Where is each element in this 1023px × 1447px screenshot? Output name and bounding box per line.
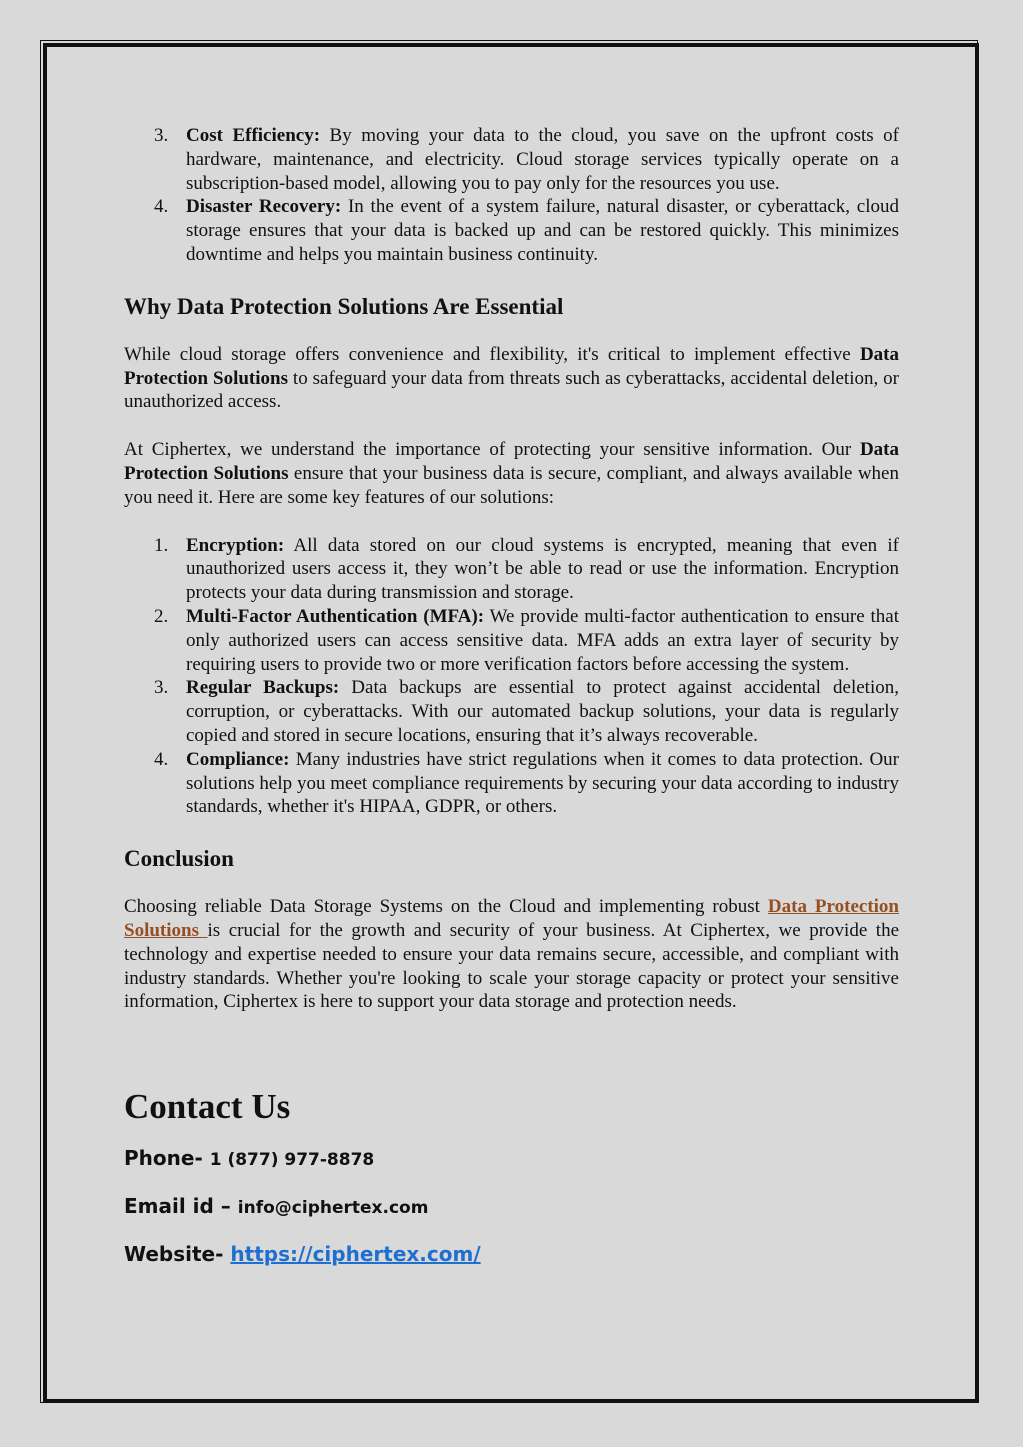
list-item-title: Multi-Factor Authentication (MFA): [186,605,485,627]
website-link[interactable]: https://ciphertex.com/ [230,1242,481,1267]
list-item-text: All data stored on our cloud systems is encrypted, meaning that even if unauthorized users access it, they won’t be able to read or use the information. Encryption protects your data during transmission and storage. [186,534,899,604]
list-item-text: By moving your data to the cloud, you save on the upfront costs of hardware, maintenance, and electricity. Cloud storage services typically operate on a subscription-based model, allowing you to pay only for the resources you use. [186,125,899,194]
section-heading-conclusion: Conclusion [124,846,234,872]
contact-email: Email id – info@ciphertex.com [124,1194,429,1219]
list-item: 2. Multi-Factor Authentication (MFA): We provide multi-factor authentication to ensure that only authorized users can access sensitive data. MFA adds an extra layer of security by requiring users to provide two or more verification factors before accessing the system. [154,605,899,675]
document-body [124,124,899,1269]
contact-phone: Phone- 1 (877) 977-8878 [124,1146,375,1171]
list-item: 3. Regular Backups: Data backups are essential to protect against accidental deletion, corruption, or cyberattacks. With our automated backup solutions, your data is regularly copied and stored in secure locations, ensuring that it’s always recoverable. [154,677,899,746]
paragraph: While cloud storage offers convenience and flexibility, it's critical to implement effective Data Protection Solutions to safeguard your data from threats such as cyberattacks, accidental deletion, or unauthorized access. [124,343,899,413]
list-item: 4. Compliance: Many industries have strict regulations when it comes to data protection. Our solutions help you meet compliance requirements by securing your data according to industry standards, whether it's HIPAA, GDPR, or others. [154,748,899,818]
benefits-list-continued [124,124,899,267]
paragraph: At Ciphertex, we understand the importance of protecting your sensitive information. Our Data Protection Solutions ensure that your business data is secure, compliant, and always available when you need it. Here are some key features of our solutions: [124,439,899,508]
list-item: 3. Cost Efficiency: By moving your data to the cloud, you save on the upfront costs of hardware, maintenance, and electricity. Cloud storage services typically operate on a subscription-based model, allowing you to pay only for the resources you use. [154,125,899,194]
list-item: 1. Encryption: All data stored on our cloud systems is encrypted, meaning that even if unauthorized users access it, they won’t be able to read or use the information. Encryption protects your data during transmission and storage. [154,534,899,604]
list-item-title: Cost Efficiency: [186,125,321,146]
list-item-title: Disaster Recovery: [186,196,342,218]
data-protection-solutions-link[interactable]: Data Protection Solutions [124,896,899,941]
list-item-text: Many industries have strict regulations when it comes to data protection. Our solutions help you meet compliance requirements by securing your data according to industry standards, whether it's HIPAA, GDPR, or others. [186,748,899,818]
contact-heading: Contact Us [124,1087,291,1127]
list-item-text: We provide multi-factor authentication to ensure that only authorized users can access sensitive data. MFA adds an extra layer of security by requiring users to provide two or more verification factors before accessing the system. [186,605,899,675]
list-item-title: Compliance: [186,748,290,770]
list-item-title: Regular Backups: [186,677,340,699]
section-heading-data-protection: Why Data Protection Solutions Are Essential [124,293,564,319]
list-item: 4. Disaster Recovery: In the event of a system failure, natural disaster, or cyberattack, cloud storage ensures that your data is backed up and can be restored quickly. This minimizes downtime and helps you maintain business continuity. [154,196,900,265]
list-item-title: Encryption: [186,534,285,556]
contact-website: Website- https://ciphertex.com/ [124,1242,481,1267]
list-item-text: In the event of a system failure, natural disaster, or cyberattack, cloud storage ensures that your data is backed up and can be restored quickly. This minimizes downtime and helps you maintain business continuity. [186,196,900,265]
features-list [124,534,899,820]
paragraph: Choosing reliable Data Storage Systems on the Cloud and implementing robust Data Protection Solutions is crucial for the growth and security of your business. At Ciphertex, we provide the technology and expertise needed to ensure your data remains secure, accessible, and compliant with industry standards. Whether you're looking to scale your storage capacity or protect your sensitive information, Ciphertex is here to support your data storage and protection needs. [124,896,899,1013]
list-item-text: Data backups are essential to protect against accidental deletion, corruption, or cyberattacks. With our automated backup solutions, your data is regularly copied and stored in secure locations, ensuring that it’s always recoverable. [186,677,899,746]
